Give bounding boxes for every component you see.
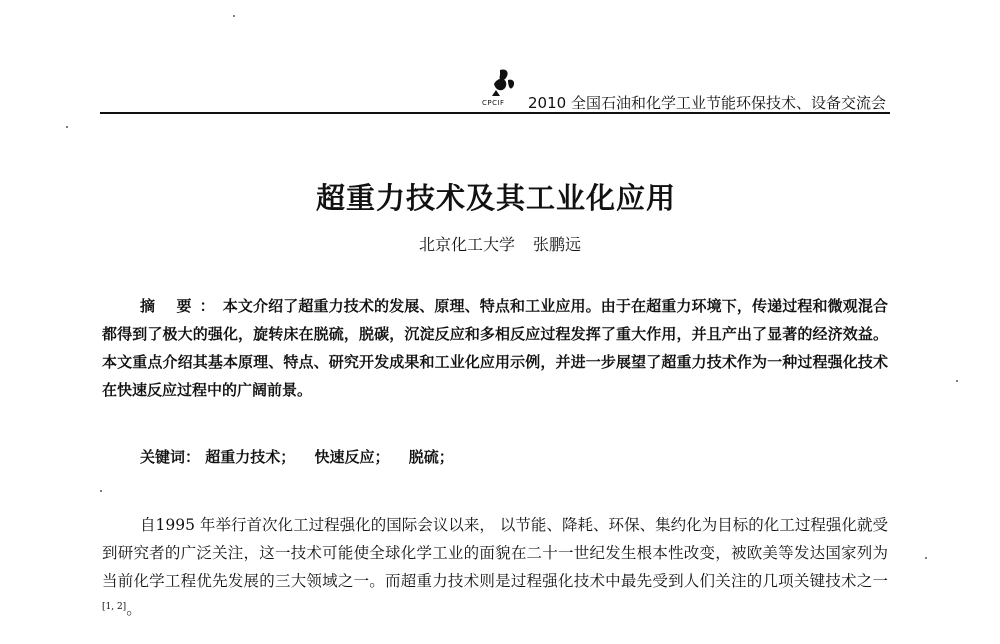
logo-caption: CPCIF: [482, 99, 505, 107]
affiliation: 北京化工大学: [418, 235, 515, 254]
header-rule: [100, 112, 890, 114]
author-line: [0, 232, 1000, 255]
body-end: 。: [126, 600, 142, 618]
keyword: 快速反应；: [314, 448, 390, 466]
keyword: 脱硫；: [408, 448, 454, 466]
scan-speck: [66, 126, 68, 128]
abstract: [102, 292, 888, 404]
keyword: 超重力技术；: [205, 448, 296, 466]
citation: [1, 2]: [102, 602, 127, 612]
article-title: 超重力技术及其工业化应用: [315, 181, 676, 215]
scan-speck: [100, 490, 102, 492]
scan-speck: [925, 557, 927, 559]
conference-title: 2010 全国石油和化学工业节能环保技术、设备交流会: [528, 94, 886, 112]
keywords-label: 关键词：: [140, 448, 201, 466]
scan-speck: [233, 15, 235, 17]
body-paragraph: [102, 511, 888, 623]
abstract-text: 本文介绍了超重力技术的发展、原理、特点和工业应用。由于在超重力环境下，传递过程和微观混合都得到了极大的强化，旋转床在脱硫，脱碳，沉淀反应和多相反应过程发挥了重大作用，并且产出了显著的经济效益。本文重点介绍其基本原理、特点、研究开发成果和工业化应用示例，并进一步展望了超重力技术作为一种过程强化技术在快速反应过程中的广阔前景。: [102, 297, 888, 399]
keywords: [140, 446, 880, 467]
scan-speck: [956, 380, 958, 382]
author-name: 张鹏远: [533, 235, 582, 254]
abstract-label: 摘 要：: [140, 297, 223, 315]
body-text: 自1995 年举行首次化工过程强化的国际会议以来， 以节能、降耗、环保、集约化为目标的化工过程强化就受到研究者的广泛关注，这一技术可能使全球化学工业的面貌在二十一世纪发生根本性改变，被欧美等发达国家列为当前化学工程优先发展的三大领域之一。而超重力技术则是过程强化技术中最先受到人们关注的几项关键技术之一: [102, 516, 888, 590]
